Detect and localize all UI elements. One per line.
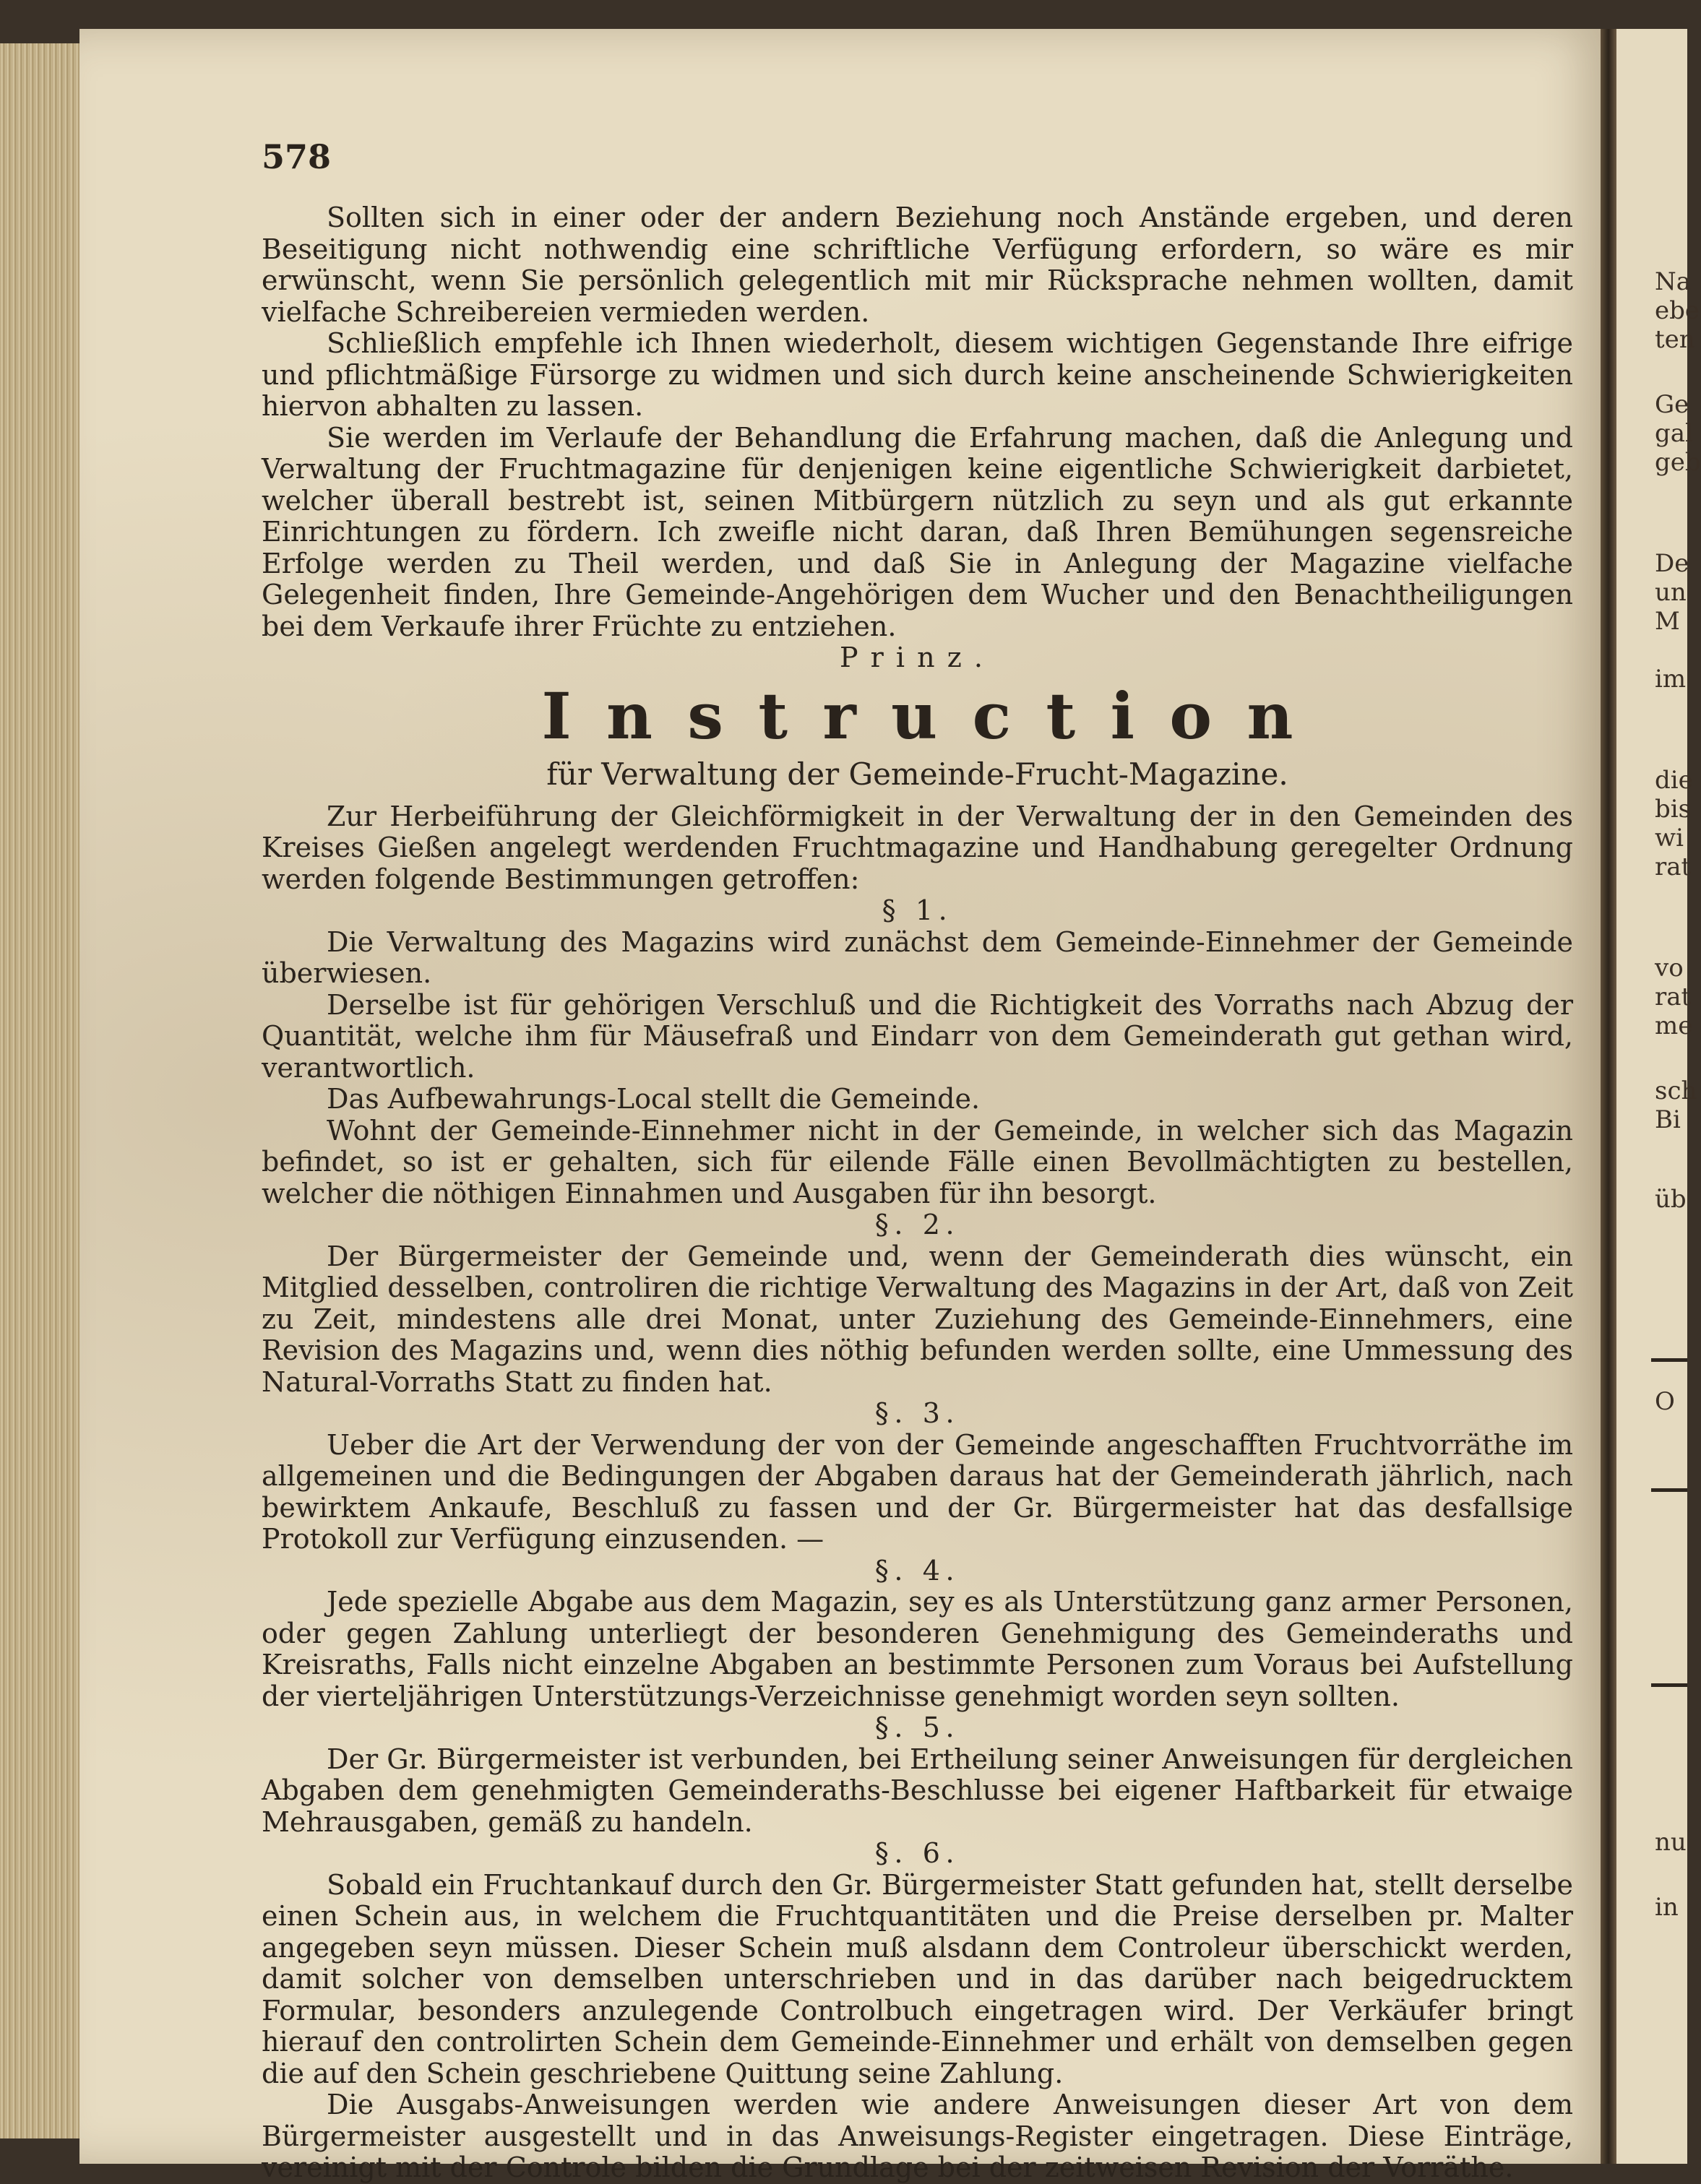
sections [262,895,1573,2184]
section-paragraph: Jede spezielle Abgabe aus dem Magazin, sey es als Unterstützung ganz armer Personen, oder gegen Zahlung unterliegt der besonderen Genehmigung des Gemeinderaths und Kreisraths, Falls nicht einzelne Abgaben an bestimmte Personen zum Voraus bei Aufstellung der vierteljährigen Unterstützungs-Verzeichnisse genehmigt worden seyn sollten. [262,1586,1573,1712]
page-number: 578 [262,137,332,176]
section-heading: §. 3. [874,1397,960,1429]
facing-page-fragment: gal [1655,419,1693,448]
section-paragraph: Ueber die Art der Verwendung der von der Gemeinde angeschafften Fruchtvorräthe im allgemeinen und die Bedingungen der Abgaben daraus hat der Gemeinderath jährlich, nach bewirktem Ankaufe, Beschluß zu fassen und der Gr. Bürgermeister hat das desfallsige Protokoll zur Verfügung einzusenden. — [262,1428,1573,1555]
section-heading: §. 4. [874,1554,960,1587]
facing-page-fragment: die [1655,766,1693,795]
intro-paragraph: Sollten sich in einer oder der andern Beziehung noch Anstände ergeben, und deren Beseitigung nicht nothwendig eine schriftliche Verfügung erfordern, so wäre es mir erwünscht, wenn Sie persönlich gelegentlich mit mir Rücksprache nehmen wollten, damit vielfache Schreibereien vermieden werden. [262,202,1573,328]
intro-letter [262,202,1573,642]
facing-page-fragment: vo [1655,954,1684,983]
signature: Prinz. [839,642,996,673]
book-page-edges [0,43,87,2138]
facing-page-rule [1651,1488,1687,1492]
intro-paragraph: Sie werden im Verlaufe der Behandlung die Erfahrung machen, daß die Anlegung und Verwaltung der Fruchtmagazine für denjenigen keine eigentliche Schwierigkeit darbietet, welcher überall bestrebt ist, seinen Mitbürgern nützlich zu seyn und als gut erkannte Einrichtungen zu fördern. Ich zweifle nicht daran, daß Ihren Bemühungen segensreiche Erfolge werden zu Theil werden, und daß Sie in Anlegung der Magazine vielfache Gelegenheit finden, Ihre Gemeinde-Angehörigen dem Wucher und den Benachtheiligungen bei dem Verkaufe ihrer Früchte zu entziehen. [262,421,1573,642]
facing-page-fragment: bis [1655,795,1692,824]
section-paragraph: Die Ausgabs-Anweisungen werden wie andere Anweisungen dieser Art von dem Bürgermeister ausgestellt und in das Anweisungs-Register eingetragen. Diese Einträge, vereinigt mit der Controle bilden die Grundlage bei der zeitweisen Revision der Vorräthe. [262,2089,1573,2183]
facing-page-rule [1651,1358,1687,1362]
section-heading: §. 6. [874,1837,960,1869]
facing-page-fragment: O [1655,1387,1675,1416]
facing-page-fragment: De [1655,549,1689,578]
facing-page-fragment: rat [1655,853,1692,881]
facing-page-fragment: ebe [1655,296,1700,325]
preamble: Zur Herbeiführung der Gleichförmigkeit in der Verwaltung der in den Gemeinden des Kreises Gießen angelegt werdenden Fruchtmagazine und Handhabung geregelter Ordnung werden folgende Bestimmungen getroffen: [262,800,1573,895]
section-heading: § 1. [882,894,953,926]
document-subtitle: für Verwaltung der Gemeinde-Frucht-Magazine. [546,756,1288,792]
document-title: Instruction [541,678,1328,754]
facing-page-fragment: Ge [1655,390,1689,419]
section-paragraph: Wohnt der Gemeinde-Einnehmer nicht in der Gemeinde, in welcher sich das Magazin befindet, so ist er gehalten, sich für eilende Fälle einen Bevollmächtigten zu bestellen, welcher die nöthigen Einnahmen und Ausgaben für ihn besorgt. [262,1114,1573,1209]
facing-page-fragment: sch [1655,1076,1697,1105]
section-paragraph: Das Aufbewahrungs-Local stellt die Gemeinde. [327,1083,981,1115]
intro-paragraph: Schließlich empfehle ich Ihnen wiederholt, diesem wichtigen Gegenstande Ihre eifrige und pflichtmäßige Fürsorge zu widmen und sich durch keine anscheinende Schwierigkeiten hiervon abhalten zu lassen. [262,327,1573,422]
section-paragraph: Die Verwaltung des Magazins wird zunächst dem Gemeinde-Einnehmer der Gemeinde überwiesen. [262,925,1573,989]
facing-page-fragment: rat [1655,983,1692,1011]
facing-page-fragment: üb [1655,1185,1687,1214]
facing-page-fragment: Bi [1655,1105,1681,1134]
facing-page-rule [1651,1683,1687,1687]
document-body [262,202,1573,2184]
facing-page-fragment: me [1655,1011,1693,1040]
facing-page-fragment: nu [1655,1828,1687,1857]
section-paragraph: Derselbe ist für gehörigen Verschluß und die Richtigkeit des Vorraths nach Abzug der Quantität, welche ihm für Mäusefraß und Eindarr von dem Gemeinderath gut gethan wird, verantwortlich. [262,988,1573,1084]
facing-page-fragment: in [1655,1893,1679,1922]
section-heading: §. 5. [874,1712,960,1743]
facing-page-fragment: Na [1655,267,1692,296]
facing-page-fragment: im [1655,665,1687,694]
facing-page-fragment: M [1655,607,1680,636]
facing-page-fragment: un [1655,578,1687,607]
facing-page-fragment: wi [1655,824,1684,853]
facing-page-fragment: ten [1655,325,1695,354]
section-paragraph: Sobald ein Fruchtankauf durch den Gr. Bürgermeister Statt gefunden hat, stellt derselbe einen Schein aus, in welchem die Fruchtquantitäten und die Preise derselben pr. Malter angegeben seyn müssen. Dieser Schein muß alsdann dem Controleur überschickt werden, damit solcher von demselben unterschrieben und in das darüber nach beigedrucktem Formular, besonders anzulegende Controlbuch eingetragen wird. Der Verkäufer bringt hierauf den controlirten Schein dem Gemeinde-Einnehmer und erhält von demselben gegen die auf den Schein geschriebene Quittung seine Zahlung. [262,1868,1573,2089]
book-gutter [1601,29,1616,2164]
section-paragraph: Der Bürgermeister der Gemeinde und, wenn der Gemeinderath dies wünscht, ein Mitglied desselben, controliren die richtige Verwaltung des Magazins in der Art, daß von Zeit zu Zeit, mindestens alle drei Monat, unter Zuziehung des Gemeinde-Einnehmers, eine Revision des Magazins und, wenn dies nöthig befunden werden sollte, eine Ummessung des Natural-Vorraths Statt zu finden hat. [262,1240,1573,1398]
facing-page-fragment: geb [1655,448,1701,477]
section-paragraph: Der Gr. Bürgermeister ist verbunden, bei Ertheilung seiner Anweisungen für dergleichen Abgaben dem genehmigten Gemeinderaths-Beschlusse bei eigener Haftbarkeit für etwaige Mehrausgaben, gemäß zu handeln. [262,1743,1573,1838]
section-heading: §. 2. [874,1209,960,1240]
